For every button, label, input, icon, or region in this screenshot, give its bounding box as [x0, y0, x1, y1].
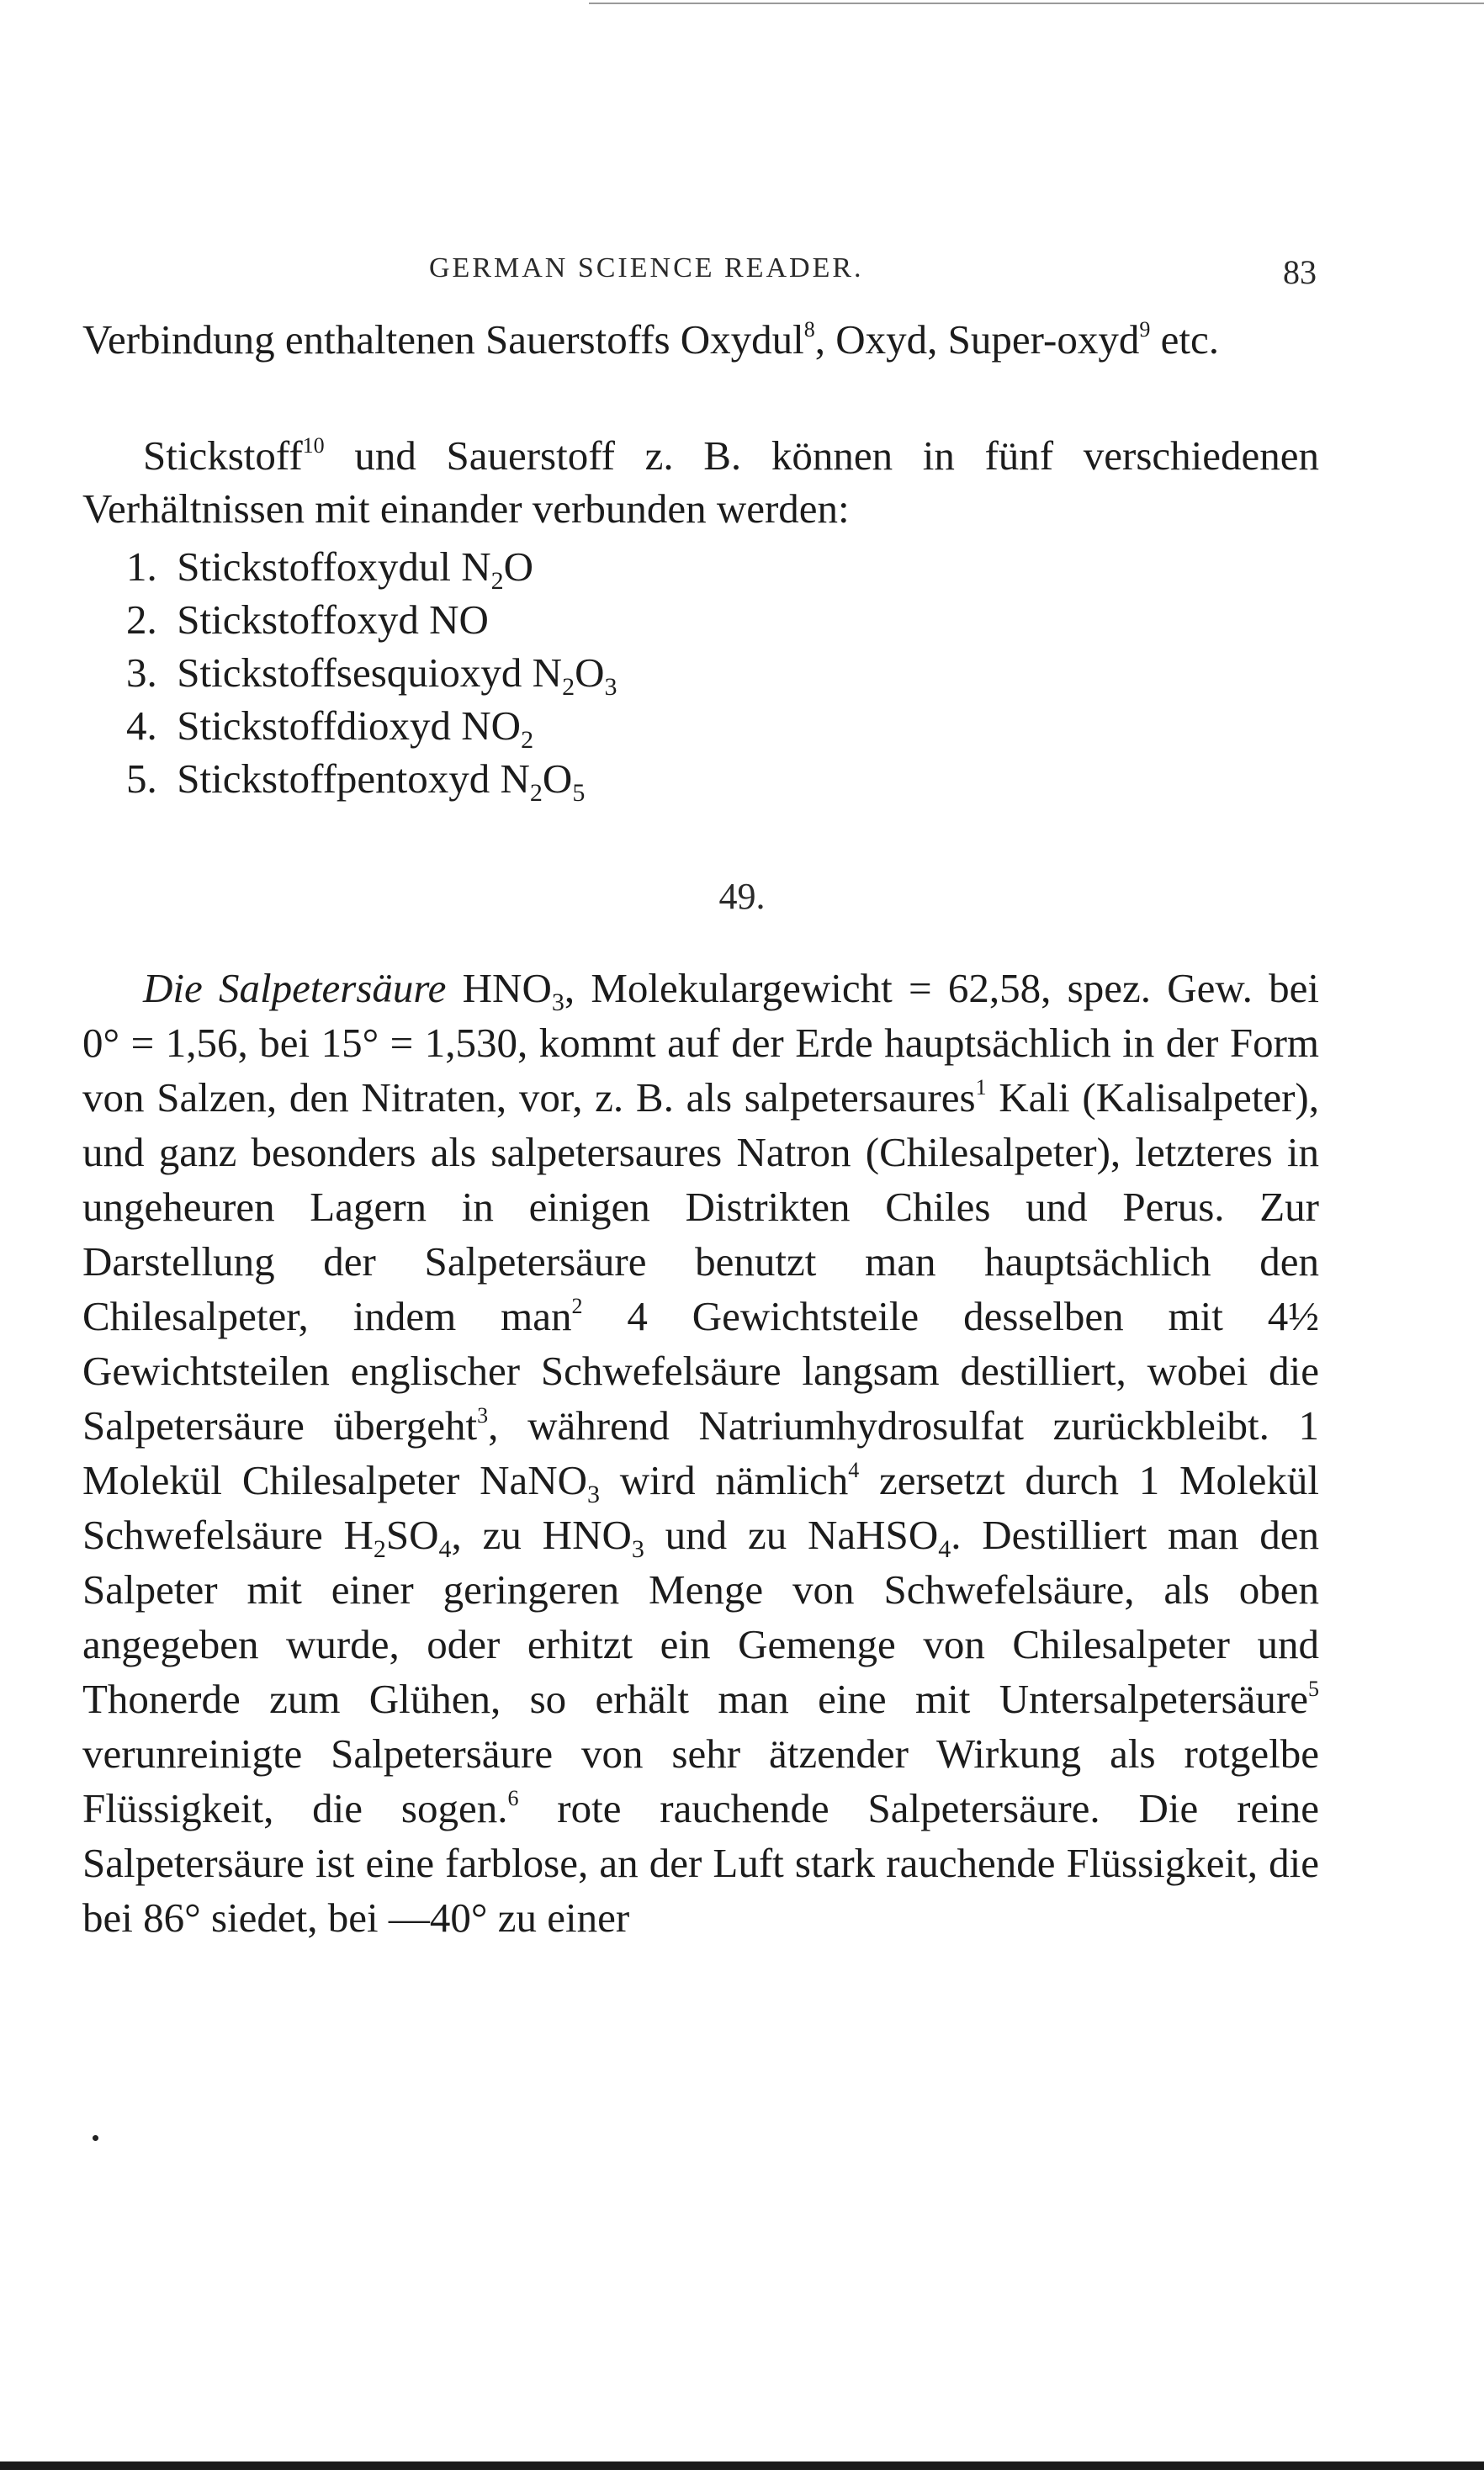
footnote-ref: 3 — [477, 1403, 489, 1428]
subscript: 3 — [631, 1535, 644, 1563]
footnote-ref: 9 — [1139, 317, 1151, 342]
text-run: und Sauerstoff z. B. können in fünf verschiedenen Verhältnissen mit einander verbunden werden: — [82, 432, 1319, 532]
footnote-ref: 6 — [507, 1786, 519, 1810]
page-number: 83 — [1283, 253, 1317, 291]
subscript: 4 — [938, 1535, 951, 1563]
subscript: 3 — [587, 1481, 601, 1508]
text-run: , während Natriumhydrosulfat zurückbleibt. 1 Molekül Chilesalpeter NaNO — [82, 1402, 1320, 1503]
footnote-ref: 10 — [302, 433, 325, 458]
footnote-ref: 1 — [975, 1075, 987, 1100]
compound-list — [126, 540, 617, 805]
text-run: . Destilliert man den Salpeter mit einer geringeren Menge von Schwefelsäure, als oben angegeben wurde, oder erhitzt ein Gemenge von Chilesalpeter und Thonerde zum Glühen, so erhält man eine mit Untersalpetersäure — [82, 1512, 1319, 1722]
compound-name: Stickstoffoxydul — [177, 543, 452, 590]
compound-name: Stickstoffpentoxyd — [177, 755, 490, 802]
footnote-ref: 2 — [571, 1294, 583, 1318]
bottom-edge-band — [0, 2461, 1484, 2470]
paragraph-continuation — [82, 313, 1319, 366]
chemical-formula: $N_2O_3$ — [532, 649, 617, 701]
list-number: 4. — [126, 702, 157, 749]
list-number: 1. — [126, 543, 157, 590]
section-number: 49. — [718, 876, 766, 917]
ink-speck — [93, 2135, 98, 2141]
text-run: wird nämlich — [600, 1457, 849, 1503]
footnote-ref: 8 — [803, 317, 815, 342]
list-item — [126, 752, 617, 805]
text-run: Verbindung enthaltenen Sauerstoffs Oxydul — [82, 316, 804, 363]
text-run: HNO — [446, 965, 552, 1011]
compound-name: Stickstoffsesquioxyd — [177, 649, 522, 696]
text-run: , zu HNO — [451, 1512, 632, 1558]
subscript: 2 — [373, 1535, 386, 1563]
text-run: zersetzt durch 1 Molekül Schwefelsäure H — [82, 1457, 1320, 1558]
subscript: 3 — [551, 988, 564, 1016]
subscript: 4 — [438, 1535, 452, 1563]
text-run: 4 Gewichtsteile desselben mit 4½ Gewichtsteilen englischer Schwefelsäure langsam destilliert, wobei die Salpetersäure übergeht — [82, 1293, 1319, 1449]
text-run: Stickstoff — [143, 432, 303, 479]
list-number: 2. — [126, 596, 157, 643]
compound-name: Stickstoffdioxyd — [177, 702, 452, 749]
running-head: GERMAN SCIENCE READER. — [429, 252, 864, 284]
text-run: etc. — [1150, 316, 1219, 363]
top-edge-rule — [589, 3, 1484, 4]
text-run: SO — [385, 1512, 439, 1558]
list-item — [126, 699, 617, 752]
text-run: verunreinigte Salpetersäure von sehr ätzender Wirkung als rotgelbe Flüssigkeit, die sogen. — [82, 1730, 1319, 1831]
text-run: Kali (Kalisalpeter), und ganz besonders als salpetersaures Natron (Chilesalpeter), letzteres in ungeheuren Lagern in einigen Distrikten Chiles und Perus. Zur Darstellung der Salpetersäure benutzt man hauptsächlich den Chilesalpeter, indem man — [82, 1074, 1319, 1339]
chemical-formula: NO — [429, 596, 489, 643]
footnote-ref: 5 — [1308, 1677, 1319, 1701]
compound-name: Stickstoffoxyd — [177, 596, 419, 643]
list-number: 3. — [126, 649, 157, 696]
page-header — [84, 252, 1317, 294]
paragraph-nitric-acid — [82, 961, 1319, 1945]
paragraph-nitrogen-oxides — [82, 429, 1319, 535]
list-item — [126, 540, 617, 593]
footnote-ref: 4 — [848, 1458, 860, 1482]
chemical-formula: $NO_2$ — [461, 702, 534, 754]
text-run: , Oxyd, Super-oxyd — [814, 316, 1140, 363]
chemical-formula: $N_2O_5$ — [500, 755, 586, 807]
list-item — [126, 646, 617, 699]
section-title: Die Salpetersäure — [143, 965, 447, 1011]
list-number: 5. — [126, 755, 157, 802]
text-run: rote rauchende Salpetersäure. Die reine Salpetersäure ist eine farblose, an der Luft stark rauchende Flüssigkeit, die bei 86° siedet, bei —40° zu einer — [82, 1785, 1319, 1941]
list-item — [126, 593, 617, 646]
text-run: , Molekulargewicht = 62,58, spez. Gew. bei 0° = 1,56, bei 15° = 1,530, kommt auf der Erde hauptsächlich in der Form von Salzen, den Nitraten, vor, z. B. als salpetersaures — [82, 965, 1319, 1121]
chemical-formula: $N_2O$ — [461, 543, 534, 595]
text-run: und zu NaHSO — [644, 1512, 939, 1558]
